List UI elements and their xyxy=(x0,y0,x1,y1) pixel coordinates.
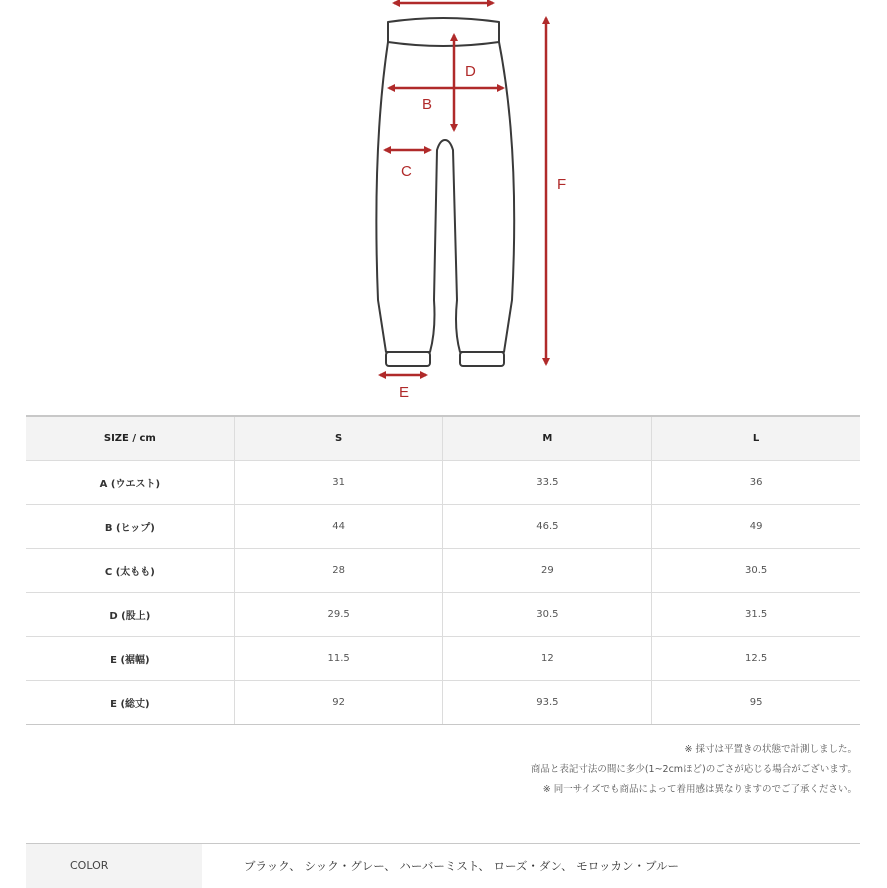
table-cell: 31 xyxy=(234,461,443,505)
note-line: ※ 採寸は平置きの状態で計測しました。 xyxy=(684,744,857,755)
measurement-arrows xyxy=(380,3,546,375)
row-label: A (ウエスト) xyxy=(26,461,234,505)
table-cell: 36 xyxy=(652,461,860,505)
pants-outline xyxy=(376,18,514,366)
color-label: COLOR xyxy=(26,844,202,888)
table-cell: 33.5 xyxy=(443,461,652,505)
table-cell: 92 xyxy=(234,681,443,725)
color-value: ブラック、 シック・グレー、 ハーバーミスト、 ローズ・ダン、 モロッカン・ブルー xyxy=(244,859,680,873)
row-label: E (裾幅) xyxy=(26,637,234,681)
size-table xyxy=(26,415,860,725)
table-row xyxy=(26,681,860,725)
label-b: B xyxy=(422,96,433,113)
table-cell: 28 xyxy=(234,549,443,593)
label-f: F xyxy=(557,176,567,193)
pants-measurement-diagram xyxy=(0,0,887,410)
label-e: E xyxy=(399,384,410,401)
table-cell: 11.5 xyxy=(234,637,443,681)
row-label: E (総丈) xyxy=(26,681,234,725)
table-cell: 12 xyxy=(443,637,652,681)
label-d: D xyxy=(465,63,476,80)
table-cell: 95 xyxy=(652,681,860,725)
note-line: 商品と表記寸法の間に多少(1~2cmほど)のごさが応じる場合がございます。 xyxy=(530,764,857,775)
color-row xyxy=(26,843,860,888)
note-line: ※ 同一サイズでも商品によって着用感は異なりますのでご了承ください。 xyxy=(542,784,857,795)
table-cell: 30.5 xyxy=(443,593,652,637)
table-row xyxy=(26,461,860,505)
table-cell: 29.5 xyxy=(234,593,443,637)
row-label: D (股上) xyxy=(26,593,234,637)
table-row xyxy=(26,593,860,637)
header-size-l: L xyxy=(652,416,860,461)
row-label: C (太もも) xyxy=(26,549,234,593)
table-row xyxy=(26,505,860,549)
row-label: B (ヒップ) xyxy=(26,505,234,549)
size-table-header-row xyxy=(26,416,860,461)
header-size-s: S xyxy=(234,416,443,461)
table-cell: 12.5 xyxy=(652,637,860,681)
table-cell: 93.5 xyxy=(443,681,652,725)
table-cell: 44 xyxy=(234,505,443,549)
header-size-m: M xyxy=(443,416,652,461)
measurement-notes xyxy=(531,740,857,800)
table-cell: 29 xyxy=(443,549,652,593)
table-cell: 31.5 xyxy=(652,593,860,637)
table-cell: 49 xyxy=(652,505,860,549)
table-cell: 46.5 xyxy=(443,505,652,549)
table-row xyxy=(26,549,860,593)
header-size-label: SIZE / cm xyxy=(26,416,234,461)
table-row xyxy=(26,637,860,681)
label-c: C xyxy=(401,163,412,180)
table-cell: 30.5 xyxy=(652,549,860,593)
